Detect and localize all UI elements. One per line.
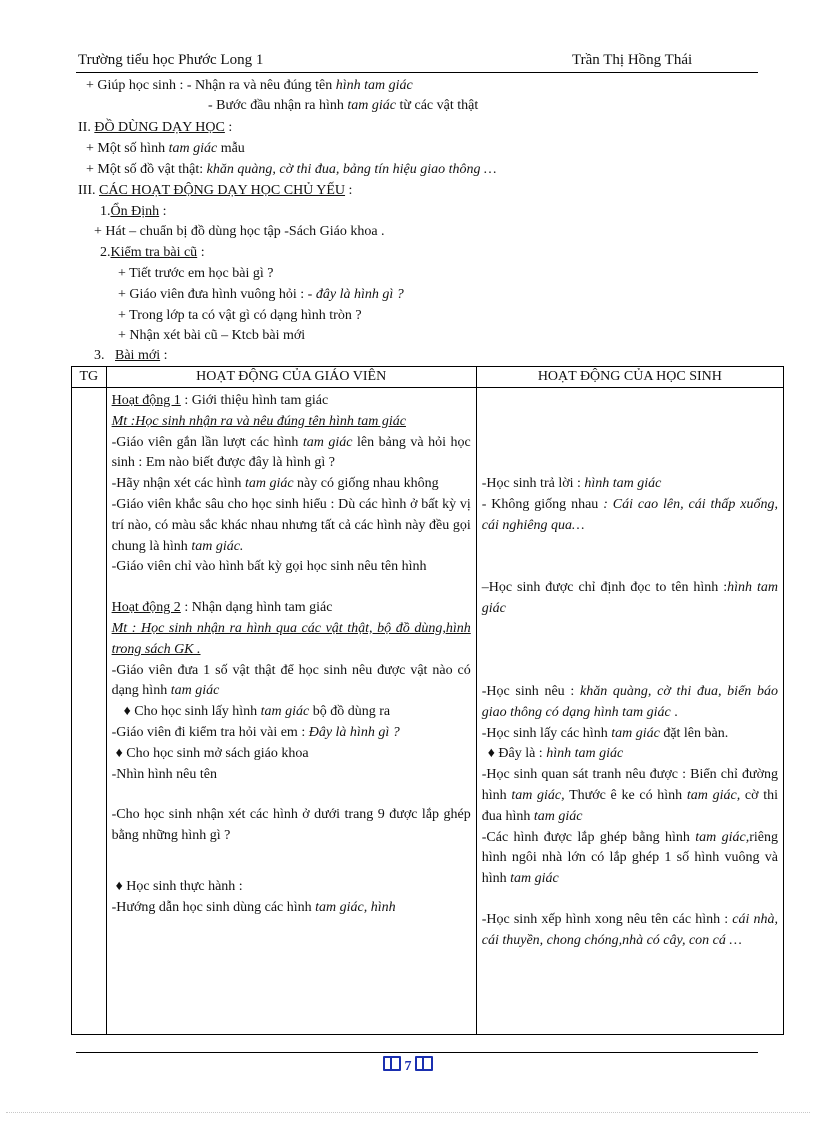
student-answer-6: ♦ Đây là : hình tam giác	[487, 746, 624, 762]
subsection-1-heading: 1.Ổn Định :	[100, 204, 167, 219]
materials-item-2: + Một số đồ vật thật: khăn quàng, cờ thi đua, bảng tín hiệu giao thông …	[86, 162, 497, 177]
page-number: 7	[404, 1059, 412, 1074]
subsection-1-item: + Hát – chuẩn bị đồ dùng học tập -Sách Giáo khoa .	[94, 224, 385, 239]
review-question-4: + Nhận xét bài cũ – Ktcb bài mới	[118, 328, 306, 343]
student-answer-1: -Học sinh trả lời : hình tam giác	[481, 476, 662, 491]
activity-1-goal: Mt :Học sinh nhận ra và nêu đúng tên hình tam giác	[111, 413, 406, 429]
footer-rule	[76, 1052, 758, 1053]
objective-line-2: - Bước đầu nhận ra hình tam giác từ các vật thật	[208, 98, 479, 113]
page-footer	[0, 1056, 816, 1075]
activities-table	[71, 366, 784, 1035]
teacher-step-9: -Nhìn hình nêu tên	[111, 766, 217, 782]
header-rule	[76, 72, 758, 73]
tg-cell	[72, 388, 107, 1035]
teacher-step-7: -Giáo viên đi kiểm tra hỏi vài em : Đây là hình gì ?	[111, 724, 400, 740]
review-question-1: + Tiết trước em học bài gì ?	[118, 266, 274, 281]
student-answer-2: - Không giống nhau : Cái cao lên, cái thấp xuống, cái nghiêng qua…	[481, 496, 778, 533]
objective-line-1: + Giúp học sinh : - Nhận ra và nêu đúng tên hình tam giác	[86, 78, 413, 93]
teacher-activities-cell	[106, 388, 476, 1035]
table-header-row	[72, 367, 784, 388]
book-icon	[415, 1056, 433, 1071]
school-name: Trường tiểu học Phước Long 1	[78, 52, 264, 68]
activity-2-title: Hoạt động 2 : Nhận dạng hình tam giác	[111, 600, 333, 616]
teacher-step-1: -Giáo viên gắn lần lượt các hình tam giác lên bảng và hỏi học sinh : Em nào biết được đây là hình gì ?	[111, 434, 471, 471]
teacher-step-12: -Hướng dẫn học sinh dùng các hình tam giác, hình	[111, 899, 396, 915]
student-answer-8: -Các hình được lắp ghép bằng hình tam giác,riêng hình ngôi nhà lớn có lắp ghép 1 số hình vuông và hình tam giác	[481, 829, 778, 887]
teacher-step-6: ♦ Cho học sinh lấy hình tam giác bộ đồ dùng ra	[123, 704, 391, 720]
table-row	[72, 388, 784, 1035]
teacher-step-2: -Hãy nhận xét các hình tam giác này có giống nhau không	[111, 476, 439, 492]
student-activities-cell	[476, 388, 783, 1035]
section-3-heading: III. CÁC HOẠT ĐỘNG DẠY HỌC CHỦ YẾU :	[78, 183, 353, 198]
activity-2-goal: Mt : Học sinh nhận ra hình qua các vật thật, bộ đồ dùng,hình trong sách GK .	[111, 620, 471, 657]
teacher-step-11: ♦ Học sinh thực hành :	[115, 878, 243, 894]
teacher-step-4: -Giáo viên chỉ vào hình bất kỳ gọi học sinh nêu tên hình	[111, 559, 427, 575]
student-answer-4: -Học sinh nêu : khăn quàng, cờ thi đua, biển báo giao thông có dạng hình tam giác .	[481, 683, 778, 720]
teacher-step-10: -Cho học sinh nhận xét các hình ở dưới trang 9 được lắp ghép bằng những hình gì ?	[111, 807, 471, 844]
subsection-3-heading: 3. Bài mới :	[94, 348, 168, 363]
page-edge-dots	[6, 1112, 810, 1113]
activity-1-title: Hoạt động 1 : Giới thiệu hình tam giác	[111, 393, 329, 408]
col-header-tg: TG	[72, 367, 107, 388]
teacher-step-8: ♦ Cho học sinh mở sách giáo khoa	[115, 745, 309, 761]
teacher-step-3: -Giáo viên khắc sâu cho học sinh hiểu : Dù các hình ở bất kỳ vị trí nào, có màu sắc khác nhau nhưng tất cả các hình này đều gọi chung là hình tam giác.	[111, 496, 471, 554]
teacher-name: Trần Thị Hồng Thái	[572, 52, 693, 68]
materials-item-1: + Một số hình tam giác mẫu	[86, 141, 245, 156]
review-question-2: + Giáo viên đưa hình vuông hỏi : - đây là hình gì ?	[118, 287, 404, 302]
review-question-3: + Trong lớp ta có vật gì có dạng hình tròn ?	[118, 308, 362, 323]
subsection-2-heading: 2.Kiểm tra bài cũ :	[100, 245, 205, 260]
student-answer-3: –Học sinh được chỉ định đọc to tên hình :hình tam giác	[481, 580, 778, 617]
student-answer-7: -Học sinh quan sát tranh nêu được : Biển chỉ đường hình tam giác, Thước ê ke có hình tam giác, cờ thi đua hình tam giác	[481, 767, 779, 824]
book-icon	[383, 1056, 401, 1071]
teacher-step-5: -Giáo viên đưa 1 số vật thật để học sinh nêu được vật nào có dạng hình tam giác	[111, 662, 471, 699]
student-answer-9: -Học sinh xếp hình xong nêu tên các hình : cái nhà, cái thuyền, chong chóng,nhà có cây, con cá …	[481, 911, 778, 948]
col-header-teacher: HOẠT ĐỘNG CỦA GIÁO VIÊN	[106, 367, 476, 388]
section-2-heading: II. ĐỒ DÙNG DẠY HỌC :	[78, 120, 233, 135]
student-answer-5: -Học sinh lấy các hình tam giác đặt lên bàn.	[481, 725, 729, 741]
col-header-student: HOẠT ĐỘNG CỦA HỌC SINH	[476, 367, 783, 388]
